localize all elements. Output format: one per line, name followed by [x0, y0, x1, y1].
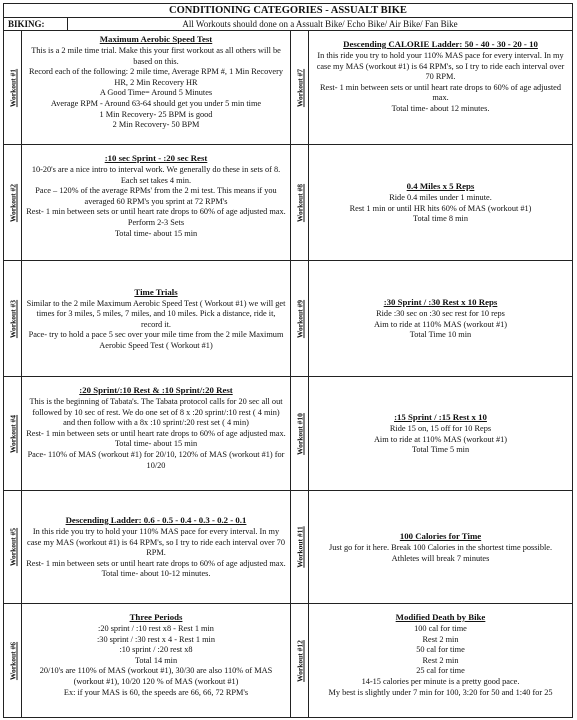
workout-line: Perform 2-3 Sets [127, 217, 185, 227]
workout-tag: Workout #3 [4, 261, 22, 376]
workout-cell [4, 31, 291, 145]
workout-line: Pace- 110% of MAS (workout #1) for 20/10, 120% of MAS (workout #1) for 10/20 [27, 449, 285, 470]
workout-title: :20 Sprint/:10 Rest & :10 Sprint/:20 Rest [79, 385, 233, 395]
workout-tag: Workout #12 [291, 604, 309, 717]
workout-line: A Good Time= Around 5 Minutes [99, 88, 213, 98]
workout-line: Just go for it here. Break 100 Calories in the shortest time possible. [328, 542, 553, 552]
workout-cell [291, 377, 572, 491]
workout-cell [291, 604, 572, 717]
workout-content [309, 145, 572, 260]
workout-line: Average RPM - Around 63-64 should get you under 5 min time [50, 98, 262, 108]
workout-content [309, 31, 572, 144]
workout-line: Total Time 10 min [409, 330, 472, 340]
workout-line: Total 14 min [134, 655, 178, 665]
workout-tag: Workout #2 [4, 145, 22, 260]
workout-line: Total time- about 15 min [114, 228, 198, 238]
workout-line: This is a 2 mile time trial. Make this your first workout as all others will be based on this. [31, 46, 281, 66]
workout-line: Rest- 1 min between sets or until heart rate drops to 60% of age adjusted max. [26, 207, 286, 217]
workout-line: Rest 1 min or until HR hits 60% of MAS (workout #1) [349, 203, 532, 213]
workout-content [309, 491, 572, 603]
workout-line: :10 sprint / :20 rest x8 [119, 645, 193, 655]
workout-line: 2 Min Recovery- 50 BPM [112, 120, 200, 130]
workout-title: Descending Ladder: 0.6 - 0.5 - 0.4 - 0.3 - 0.2 - 0.1 [65, 515, 247, 526]
workout-line: 100 cal for time [414, 624, 467, 633]
workout-line: 50 cal for time [416, 645, 465, 655]
workout-line: 14-15 calories per minute is a pretty good pace. [361, 676, 520, 686]
workout-cell [291, 145, 572, 261]
workout-line: In this ride you try to hold your 110% MAS pace for every interval. In my case my MAS (workout #1) is 64 RPM's, so I try to ride each interval over 70 RPM. [27, 527, 285, 558]
workout-line: Pace – 120% of the average RPMs' from the 2 mi test. This means if you averaged 60 RPM's you sprint at 72 RPM's [35, 186, 277, 206]
workout-cell [291, 491, 572, 604]
workout-line: 20/10's are 110% of MAS (workout #1), 30/30 are also 110% of MAS (workout #1), 10/20 120 % of MAS (workout #1) [39, 666, 273, 686]
workout-line: Pace- try to hold a pace 5 sec over your mile time from the 2 mile Maximum Aerobic Speed Test ( Workout #1) [28, 330, 284, 350]
workout-line: Total time 8 min [413, 214, 468, 224]
workout-title: Maximum Aerobic Speed Test [99, 34, 213, 44]
workout-line: Rest 2 min [422, 634, 459, 644]
workout-title: 0.4 Miles x 5 Reps [406, 181, 475, 192]
workout-tag: Workout #6 [4, 604, 22, 717]
workout-tag: Workout #7 [291, 31, 309, 144]
workout-title: Modified Death by Bike [395, 612, 486, 622]
workout-line: Total time- about 15 min [114, 439, 198, 449]
workout-content [22, 31, 290, 144]
workout-line: Rest- 1 min between sets or until heart rate drops to 60% of age adjusted max. [26, 428, 286, 438]
equipment-note: All Workouts should done on a Assualt Bike/ Echo Bike/ Air Bike/ Fan Bike [182, 19, 458, 29]
workout-line: My best is slightly under 7 min for 100, 3:20 for 50 and 1:40 for 25 [328, 687, 553, 697]
workout-tag: Workout #9 [291, 261, 309, 376]
workout-line: 10-20's are a nice intro to interval work. We generally do these in sets of 8. Each set takes 4 min. [31, 165, 281, 185]
workout-line: Total time- about 12 minutes. [391, 103, 490, 113]
workout-line: Rest 2 min [422, 655, 459, 665]
workout-line: 1 Min Recovery- 25 BPM is good [99, 109, 213, 119]
workout-tag: Workout #8 [291, 145, 309, 260]
page-title: CONDITIONING CATEGORIES - ASSUALT BIKE [3, 3, 573, 18]
workout-content [22, 145, 290, 260]
workout-line: Total Time 5 min [411, 445, 470, 455]
workout-cell [291, 261, 572, 377]
workout-line: Total time- about 10-12 minutes. [101, 569, 211, 579]
workout-title: Time Trials [134, 286, 178, 297]
workout-line: Ex: if your MAS is 60, the speeds are 66, 66, 72 RPM's [63, 687, 249, 697]
workout-content [22, 491, 290, 603]
category-row [3, 17, 573, 31]
workout-tag: Workout #11 [291, 491, 309, 603]
workout-line: Ride 0.4 miles under 1 minute. [389, 193, 492, 203]
workout-content [309, 604, 572, 717]
workout-line: In this ride you try to hold your 110% MAS pace for every interval. In my case my MAS (workout #1) is 64 RPM's, so I try to ride each interval over 70 RPM. [316, 51, 565, 82]
workout-cell [4, 377, 291, 491]
workout-content [22, 261, 290, 376]
workout-line: Ride 15 on, 15 off for 10 Reps [389, 424, 492, 434]
workout-line: :30 sprint / :30 rest x 4 - Rest 1 min [97, 634, 215, 644]
workout-title: 100 Calories for Time [399, 530, 482, 541]
workout-tag: Workout #10 [291, 377, 309, 490]
workout-content [309, 261, 572, 376]
workout-cell [4, 491, 291, 604]
workout-title: :10 sec Sprint - :20 sec Rest [104, 153, 208, 163]
workout-line: Aim to ride at 110% MAS (workout #1) [373, 319, 508, 329]
workout-line: Rest- 1 min between sets or until heart rate drops to 60% of age adjusted max. [26, 558, 286, 568]
workout-content [22, 377, 290, 490]
workout-content [22, 604, 290, 717]
workout-line: 25 cal for time [416, 666, 465, 676]
workout-title: :15 Sprint / :15 Rest x 10 [394, 412, 487, 423]
workout-line: Similar to the 2 mile Maximum Aerobic Speed Test ( Workout #1) we will get times for 3 miles, 5 miles, 7 miles, and 10 miles. Pick a distance, ride it, record it. [26, 298, 286, 329]
workout-cell [4, 604, 291, 717]
workout-grid [3, 30, 573, 718]
workout-line: Aim to ride at 110% MAS (workout #1) [373, 434, 508, 444]
workout-line: Ride :30 sec on :30 sec rest for 10 reps [376, 309, 505, 319]
section-label: BIKING: [4, 18, 68, 30]
workout-title: Three Periods [129, 612, 183, 622]
workout-tag: Workout #4 [4, 377, 22, 490]
workout-cell [4, 145, 291, 261]
workout-tag: Workout #1 [4, 31, 22, 144]
workout-line: Rest- 1 min between sets or until heart rate drops to 60% of age adjusted max. [319, 82, 561, 103]
workout-line: Record each of the following: 2 mile time, Average RPM #, 1 Min Recovery HR, 2 Min Recovery HR [29, 67, 283, 87]
workout-line: :20 sprint / :10 rest x8 - Rest 1 min [98, 624, 214, 633]
workout-line: Athletes will break 7 minutes [391, 553, 490, 563]
workout-content [309, 377, 572, 490]
workout-title: :30 Sprint / :30 Rest x 10 Reps [383, 297, 498, 308]
workout-line: This is the beginning of Tabata's. The Tabata protocol calls for 20 sec all out followed by 10 sec of rest. We do one set of 8 x :20 sprint/:10 rest ( 4 min) and then follow with a 8x :10 sprint/:20 rest set ( 4 min) [29, 397, 283, 428]
workout-cell [4, 261, 291, 377]
workout-title: Descending CALORIE Ladder: 50 - 40 - 30 - 20 - 10 [343, 39, 538, 49]
workout-cell [291, 31, 572, 145]
workout-tag: Workout #5 [4, 491, 22, 603]
